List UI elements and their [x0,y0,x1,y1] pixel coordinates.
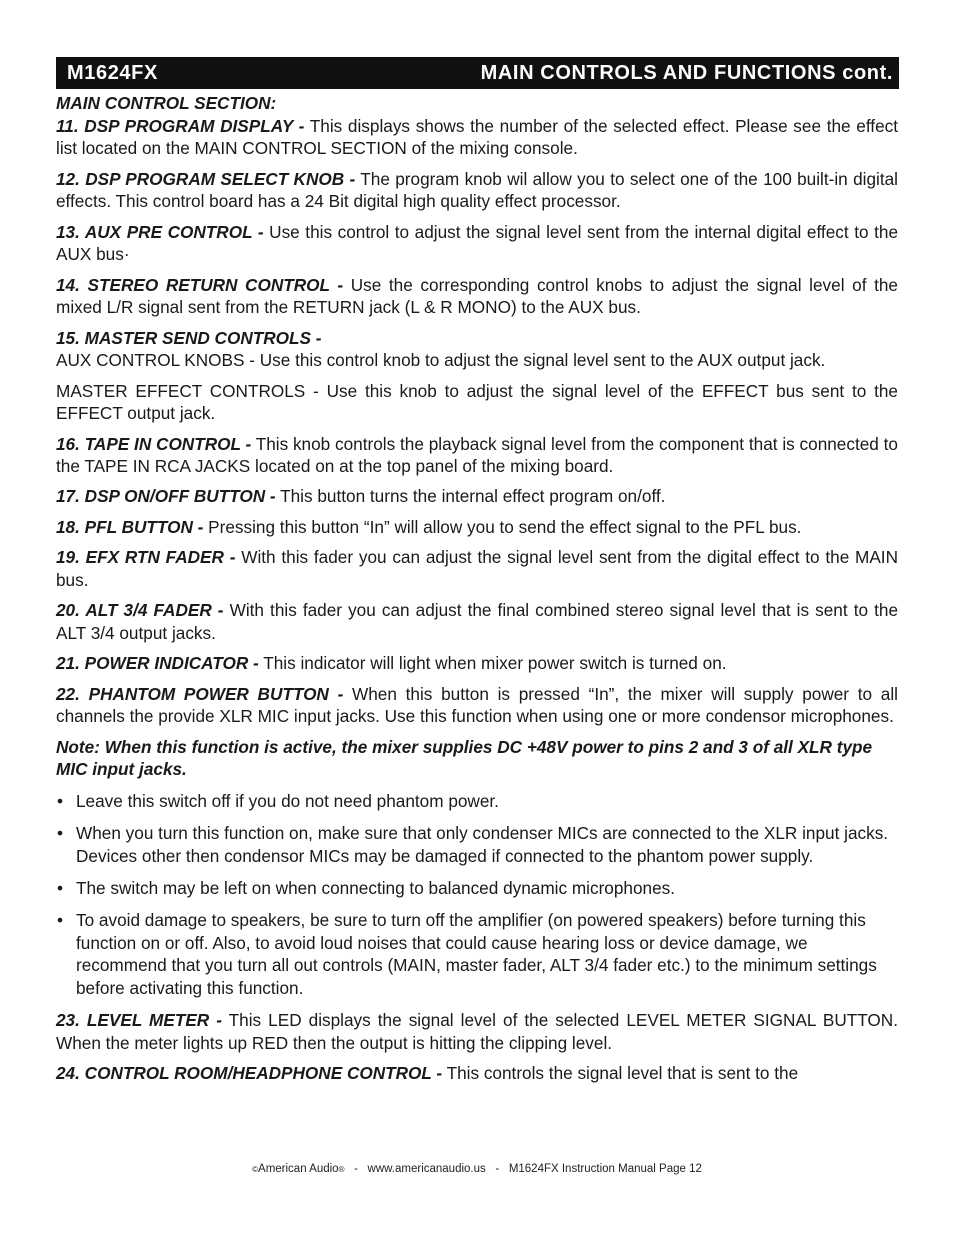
item-text: The program knob wil allow you to select one of the 100 built-in digital effects. This control board has a 24 Bit digital high quality effect processor. [56,168,898,212]
page-footer [0,1163,954,1175]
aux-control-knobs: AUX CONTROL KNOBS - Use this control knob to adjust the signal level sent to the AUX output jack. [56,350,826,371]
item-14 [56,274,898,319]
bullet-icon: • [57,909,64,930]
bullet-text: Leave this switch off if you do not need phantom power. [76,790,499,811]
item-text: This controls the signal level that is sent to the [442,1062,799,1083]
manual-content [56,92,898,1085]
item-label: 20. ALT 3/4 FADER - [56,600,224,621]
item-15-heading: 15. MASTER SEND CONTROLS - [56,327,322,348]
item-23 [56,1009,898,1054]
item-label: 18. PFL BUTTON - [56,516,204,537]
bullet-text: To avoid damage to speakers, be sure to turn off the amplifier (on powered speakers) before turning this function on or off. Also, to avoid loud noises that could cause hearing loss or device damage, we recommend that you turn all out controls (MAIN, master fader, ALT 3/4 fader etc.) to the minimum settings before activating this function. [76,909,877,998]
item-21 [56,652,898,675]
registered-icon: ® [338,1165,345,1174]
item-label: 22. PHANTOM POWER BUTTON - [56,683,344,704]
item-text: This displays shows the number of the selected effect. Please see the effect list located on the MAIN CONTROL SECTION of the mixing console. [56,115,898,159]
bullet-icon: • [57,790,64,811]
footer-separator: - [495,1163,500,1175]
item-19 [56,546,898,591]
item-24 [56,1062,898,1085]
header-bar [56,57,899,89]
item-label: 12. DSP PROGRAM SELECT KNOB - [56,168,356,189]
item-text: With this fader you can adjust the signal level sent from the digital effect to the MAIN bus. [56,547,898,590]
item-label: . LEVEL METER - [75,1009,222,1030]
item-text: This indicator will light when mixer power switch is turned on. [258,653,727,674]
phantom-power-bullets [56,790,898,1000]
item-label: 16. TAPE IN CONTROL - [56,433,252,454]
item-label: 19. EFX RTN FADER - [56,547,236,568]
bullet-item [56,909,898,999]
item-text: Use the corresponding control knobs to adjust the signal level of the mixed L/R signal sent from the RETURN jack (L & R MONO) to the AUX bus. [56,274,898,318]
item-label: 17. DSP ON/OFF BUTTON - [56,486,276,507]
item-text: This button turns the internal effect program on/off. [275,486,666,507]
section-heading: MAIN CONTROL SECTION: [56,93,277,113]
item-20 [56,599,898,644]
bullet-item [56,822,898,867]
phantom-power-note: Note: When this function is active, the mixer supplies DC +48V power to pins 2 and 3 of all XLR type MIC input jacks. [56,736,873,780]
item-11 [56,115,898,160]
bullet-text: The switch may be left on when connecting to balanced dynamic microphones. [76,877,676,898]
item-16 [56,433,898,478]
item-text: Use this control to adjust the signal level sent from the internal digital effect to the AUX bus· [56,221,899,265]
section-title: MAIN CONTROLS AND FUNCTIONS cont. [480,61,893,84]
model-name: M1624FX [67,61,158,84]
item-text: This LED displays the signal level of the selected LEVEL METER SIGNAL BUTTON. When the meter lights up RED then the output is hitting the clipping level. [56,1009,898,1053]
item-label: 14. STEREO RETURN CONTROL - [56,274,344,295]
bullet-item [56,877,898,900]
item-18 [56,516,898,539]
item-label: 21. POWER INDICATOR - [56,653,259,674]
bullet-icon: • [57,822,64,843]
item-12 [56,168,898,213]
bullet-text: When you turn this function on, make sure that only condenser MICs are connected to the XLR input jacks. Devices other then condensor MICs may be damaged if connected to the phantom power supply. [76,822,889,866]
item-text: Pressing this button “In” will allow you to send the effect signal to the PFL bus. [203,516,802,537]
footer-website: www.americanaudio.us [367,1163,486,1175]
item-number: 23 [56,1009,76,1030]
item-number: 24 [56,1062,76,1083]
copyright-icon: © [252,1165,259,1174]
item-label: 11. DSP PROGRAM DISPLAY - [56,115,305,136]
footer-manual-page: M1624FX Instruction Manual Page 12 [508,1163,702,1175]
item-label: 13. AUX PRE CONTROL - [56,221,264,242]
footer-brand: American Audio [258,1163,339,1175]
footer-separator: - [354,1163,358,1175]
item-text: When this button is pressed “In”, the mixer will supply power to all channels the provide XLR MIC input jacks. Use this function when using one or more condensor microphones. [56,683,898,727]
item-22 [56,683,898,728]
bullet-icon: • [57,877,64,898]
item-text: This knob controls the playback signal level from the component that is connected to the TAPE IN RCA JACKS located on at the top panel of the mixing board. [56,433,898,477]
item-text: With this fader you can adjust the final combined stereo signal level that is sent to the ALT 3/4 output jacks. [56,600,899,643]
item-13 [56,221,898,266]
bullet-item [56,790,898,813]
item-label: . CONTROL ROOM/HEADPHONE CONTROL - [75,1062,443,1083]
master-effect-controls: MASTER EFFECT CONTROLS - Use this knob to adjust the signal level of the EFFECT bus sent to the EFFECT output jack. [56,380,898,424]
item-17 [56,485,898,508]
